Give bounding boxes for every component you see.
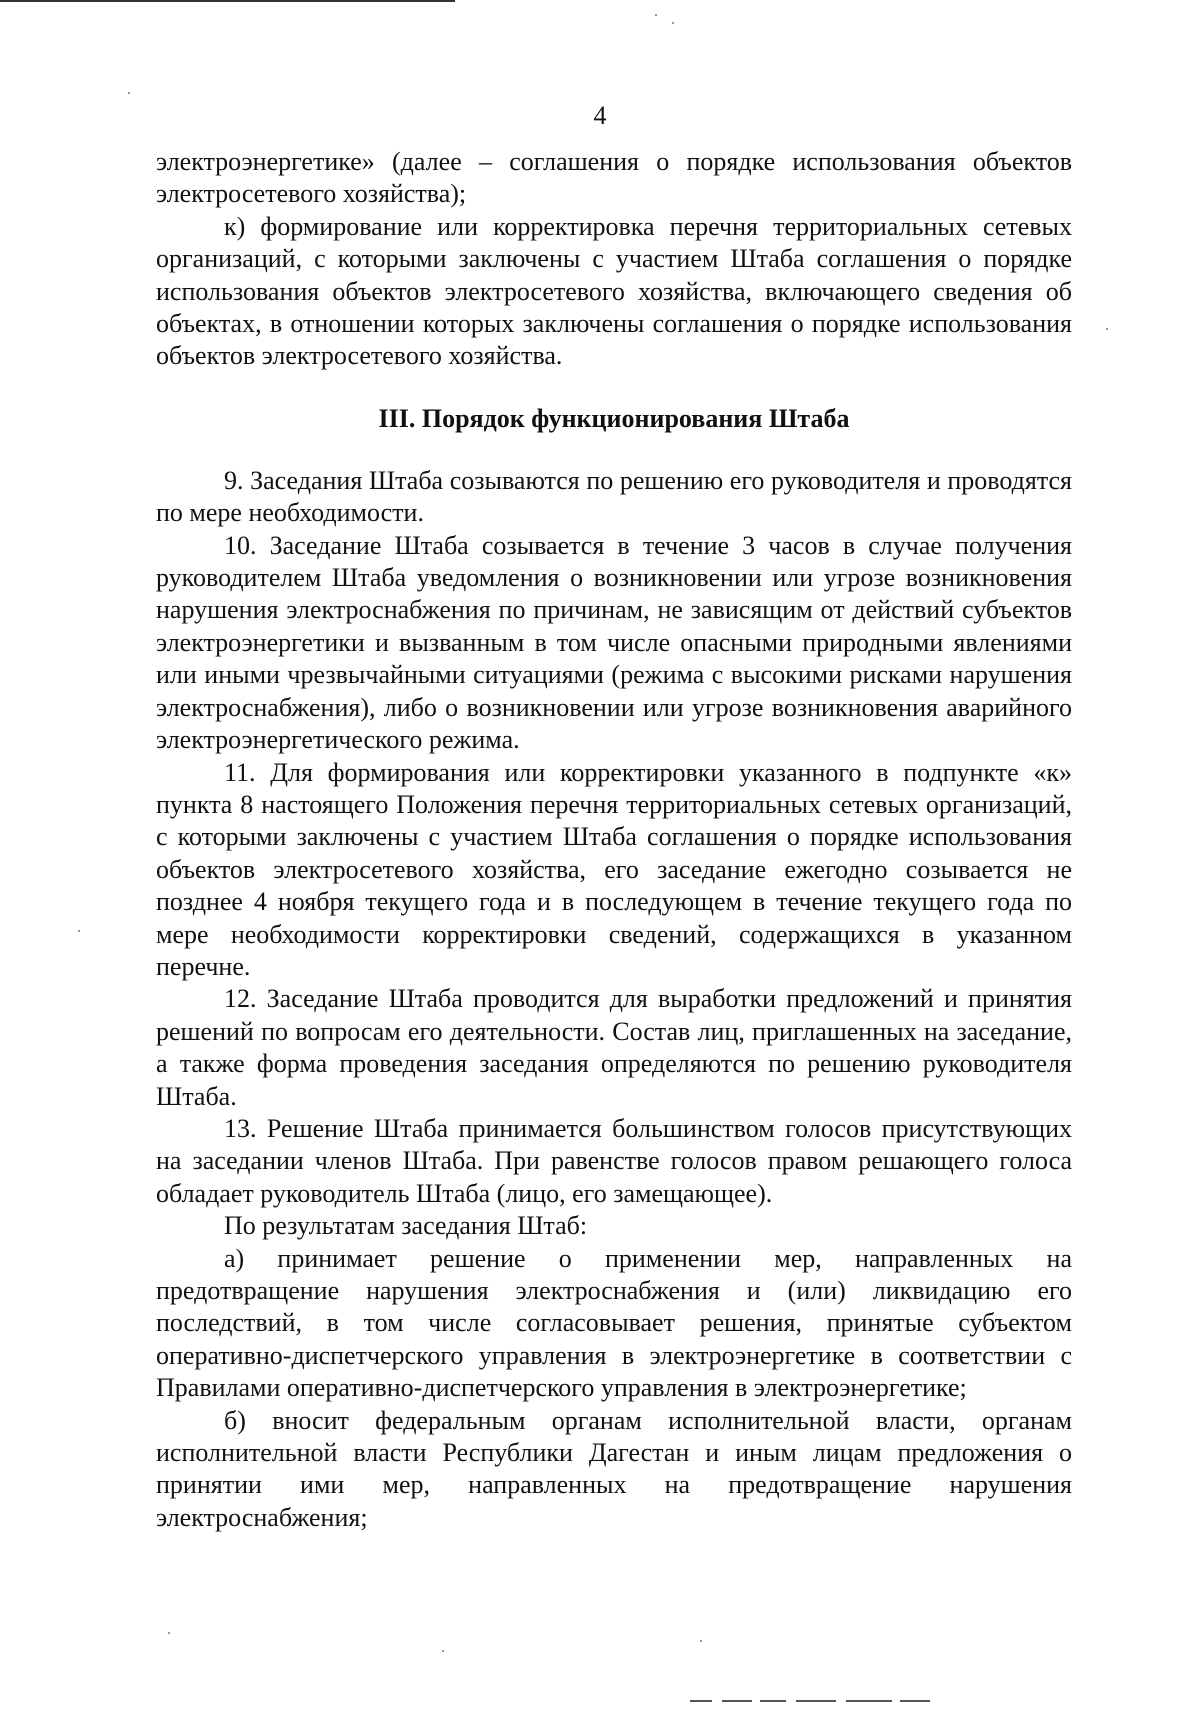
scan-artifact — [722, 1700, 752, 1702]
paragraph-9: 9. Заседания Штаба созываются по решению его руководителя и проводятся по мере необходимости. — [156, 465, 1072, 528]
scan-artifact — [796, 1700, 836, 1702]
paragraph-continuation: электроэнергетике» (далее – соглашения о порядке использования объектов электросетевого хозяйства); — [156, 147, 1072, 209]
paragraph-item-b: б) вносит федеральным органам исполнительной власти, органам исполнительной власти Республики Дагестан и иным лицам предложения о принятии ими мер, направленных на предотвращение нарушения электроснабжения; — [156, 1405, 1072, 1532]
section-heading: III. Порядок функционирования Штаба — [378, 403, 850, 433]
paragraph-11: 11. Для формирования или корректировки указанного в подпункте «к» пункта 8 настоящего Положения перечня территориальных сетевых организаций, с которыми заключены с участием Штаба соглашения о порядке использования объектов электросетевого хозяйства, его заседание ежегодно созывается не позднее 4 ноября текущего года и в последующем в течение текущего года по мере необходимости корректировки сведений, содержащихся в указанном перечне. — [156, 757, 1072, 981]
paragraph-item-k: к) формирование или корректировка перечня территориальных сетевых организаций, с которыми заключены с участием Штаба соглашения о порядке использования объектов электросетевого хозяйства, включающего сведения об объектах, в отношении которых заключены соглашения о порядке использования объектов электросетевого хозяйства. — [156, 211, 1072, 371]
scan-artifact — [846, 1700, 892, 1702]
paragraph-10: 10. Заседание Штаба созывается в течение 3 часов в случае получения руководителем Штаба уведомления о возникновении или угрозе возникновения нарушения электроснабжения по причинам, не зависящим от действий субъектов электроэнергетики и вызванным в том числе опасными природными явлениями или иными чрезвычайными ситуациями (режима с высокими рисками нарушения электроснабжения), либо о возникновении или угрозе возникновения аварийного электроэнергетического режима. — [156, 530, 1072, 755]
top-border-line — [0, 0, 455, 2]
scan-artifact — [760, 1700, 786, 1702]
paragraph-item-a: а) принимает решение о применении мер, направленных на предотвращение нарушения электроснабжения и (или) ликвидацию его последствий, в том числе согласовывает решения, принятые субъектом оперативно-диспетчерского управления в электроэнергетике в соответствии с Правилами оперативно-диспетчерского управления в электроэнергетике; — [156, 1243, 1072, 1403]
paragraph-13: 13. Решение Штаба принимается большинством голосов присутствующих на заседании членов Штаба. При равенстве голосов правом решающего голоса обладает руководитель Штаба (лицо, его замещающее). — [156, 1113, 1072, 1208]
page-number: 4 — [593, 101, 607, 130]
paragraph-results-intro: По результатам заседания Штаб: — [224, 1211, 588, 1241]
scan-speck — [442, 1650, 444, 1652]
scan-speck — [700, 1640, 702, 1642]
scan-speck — [655, 14, 657, 16]
scan-speck — [78, 930, 80, 932]
scan-speck — [1106, 328, 1108, 330]
scan-artifact — [690, 1700, 712, 1702]
scan-speck — [128, 92, 130, 94]
scan-artifact — [900, 1700, 930, 1702]
scan-speck — [168, 1632, 170, 1634]
scan-speck — [672, 22, 674, 24]
document-body — [156, 146, 1072, 1534]
paragraph-12: 12. Заседание Штаба проводится для выработки предложений и принятия решений по вопросам его деятельности. Состав лиц, приглашенных на заседание, а также форма проведения заседания определяются по решению руководителя Штаба. — [156, 984, 1072, 1111]
